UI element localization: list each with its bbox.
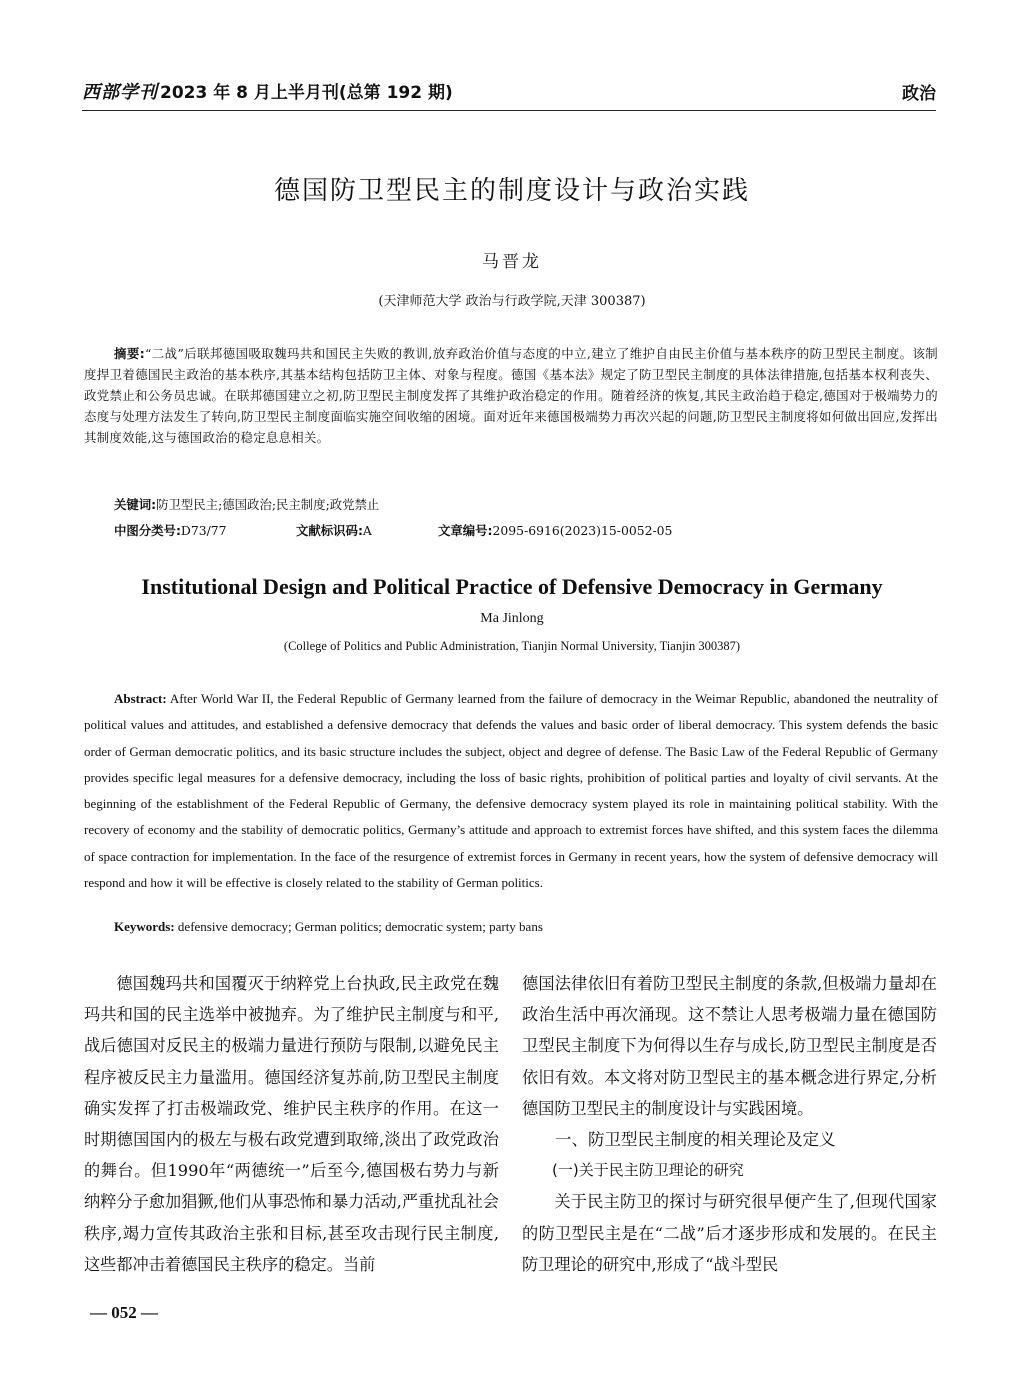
body-column-left xyxy=(84,968,499,1280)
affiliation-chinese: (天津师范大学 政治与行政学院,天津 300387) xyxy=(378,294,646,309)
clc-number xyxy=(114,521,296,539)
abstract-en-text: After World War II, the Federal Republic of Germany learned from the failure of democracy in the Weimar Republic, abandoned the neutrality of political values and attitudes, and established a defensive democracy that defends the values and basic order of liberal democracy. This system defends the basic order of German democratic politics, and its basic structure includes the subject, object and degree of defense. The Basic Law of the Federal Republic of Germany provides specific legal measures for a defensive democracy, including the loss of basic rights, prohibition of political parties and loyalty of civil servants. At the beginning of the establishment of the Federal Republic of Germany, the defensive democracy system played its role in maintaining political stability. With the recovery of economy and the stability of democratic politics, Germany’s attitude and approach to extremist forces have shifted, and this system faces the dilemma of space contraction for implementation. In the face of the resurgence of extremist forces in Germany in recent years, how the system of defensive democracy will respond and how it will be effective is closely related to the stability of German politics. xyxy=(84,691,938,891)
author-english: Ma Jinlong xyxy=(480,611,544,626)
title-english: Institutional Design and Political Practice of Defensive Democracy in Germany xyxy=(141,574,883,599)
article-label: 文章编号: xyxy=(438,523,493,538)
abstract-cn-label: 摘要: xyxy=(114,346,145,361)
keywords-en-text: defensive democracy; German politics; democratic system; party bans xyxy=(177,919,543,934)
doc-label: 文献标识码: xyxy=(296,523,363,538)
keywords-cn-label: 关键词: xyxy=(114,497,157,512)
header-left xyxy=(82,78,453,104)
doc-code xyxy=(296,521,438,539)
body-paragraph: 德国魏玛共和国覆灭于纳粹党上台执政,民主政党在魏玛共和国的民主选举中被抛弃。为了维护民主制度与和平,战后德国对反民主的极端力量进行预防与限制,以避免民主程序被反民主力量滥用。德国经济复苏前,防卫型民主制度确实发挥了打击极端政党、维护民主秩序的作用。在这一时期德国国内的极左与极右政党遭到取缔,淡出了政党政治的舞台。但1990年“两德统一”后至今,德国极右势力与新纳粹分子愈加猖獗,他们从事恐怖和暴力活动,严重扰乱社会秩序,竭力宣传其政治主张和目标,甚至攻击现行民主制度,这些都冲击着德国民主秩序的稳定。当前 xyxy=(84,974,499,1274)
section-heading: 一、防卫型民主制度的相关理论及定义 xyxy=(555,1130,836,1150)
running-header xyxy=(82,72,936,111)
title-chinese: 德国防卫型民主的制度设计与政治实践 xyxy=(273,176,750,206)
article-number xyxy=(438,521,672,539)
keywords-english xyxy=(114,919,543,935)
doc-value: A xyxy=(362,523,372,538)
article-value: 2095-6916(2023)15-0052-05 xyxy=(492,523,673,538)
keywords-chinese xyxy=(114,495,379,513)
abstract-chinese xyxy=(84,343,938,448)
abstract-cn-text: “二战”后联邦德国吸取魏玛共和国民主失败的教训,放弃政治价值与态度的中立,建立了维护自由民主价值与基本秩序的防卫型民主制度。该制度捍卫着德国民主政治的基本秩序,其基本结构包括防卫主体、对象与程度。德国《基本法》规定了防卫型民主制度的具体法律措施,包括基本权利丧失、政党禁止和公务员忠诚。在联邦德国建立之初,防卫型民主制度发挥了其维护政治稳定的作用。随着经济的恢复,其民主政治趋于稳定,德国对于极端势力的态度与处理方法发生了转向,防卫型民主制度面临实施空间收缩的困境。面对近年来德国极端势力再次兴起的问题,防卫型民主制度将如何做出回应,发挥出其制度效能,这与德国政治的稳定息息相关。 xyxy=(84,346,938,445)
section-label: 政治 xyxy=(902,84,936,104)
page-number: — 052 — xyxy=(90,1303,158,1322)
body-paragraph-continued: 德国法律依旧有着防卫型民主制度的条款,但极端力量却在政治生活中再次涌现。这不禁让人思考极端力量在德国防卫型民主制度下为何得以生存与成长,防卫型民主制度是否依旧有效。本文将对防卫型民主的基本概念进行界定,分析德国防卫型民主的制度设计与实践困境。 xyxy=(522,974,937,1118)
abstract-english xyxy=(84,686,938,896)
clc-label: 中图分类号: xyxy=(114,523,181,538)
journal-logo: 西部学刊 xyxy=(82,82,158,103)
keywords-en-label: Keywords: xyxy=(114,919,175,934)
affiliation-english: (College of Politics and Public Administration, Tianjin Normal University, Tianjin 300387) xyxy=(283,639,741,653)
author-chinese: 马晋龙 xyxy=(482,252,542,272)
body-column-right xyxy=(522,968,937,1280)
keywords-cn-text: 防卫型民主;德国政治;民主制度;政党禁止 xyxy=(156,497,380,512)
clc-value: D73/77 xyxy=(180,523,227,538)
issue-info: 2023 年 8 月上半月刊(总第 192 期) xyxy=(160,83,453,103)
abstract-en-label: Abstract: xyxy=(114,691,167,706)
subsection-heading: (一)关于民主防卫理论的研究 xyxy=(552,1161,744,1180)
classification-line xyxy=(114,521,814,539)
body-paragraph: 关于民主防卫的探讨与研究很早便产生了,但现代国家的防卫型民主是在“二战”后才逐步形成和发展的。在民主防卫理论的研究中,形成了“战斗型民 xyxy=(522,1192,937,1274)
